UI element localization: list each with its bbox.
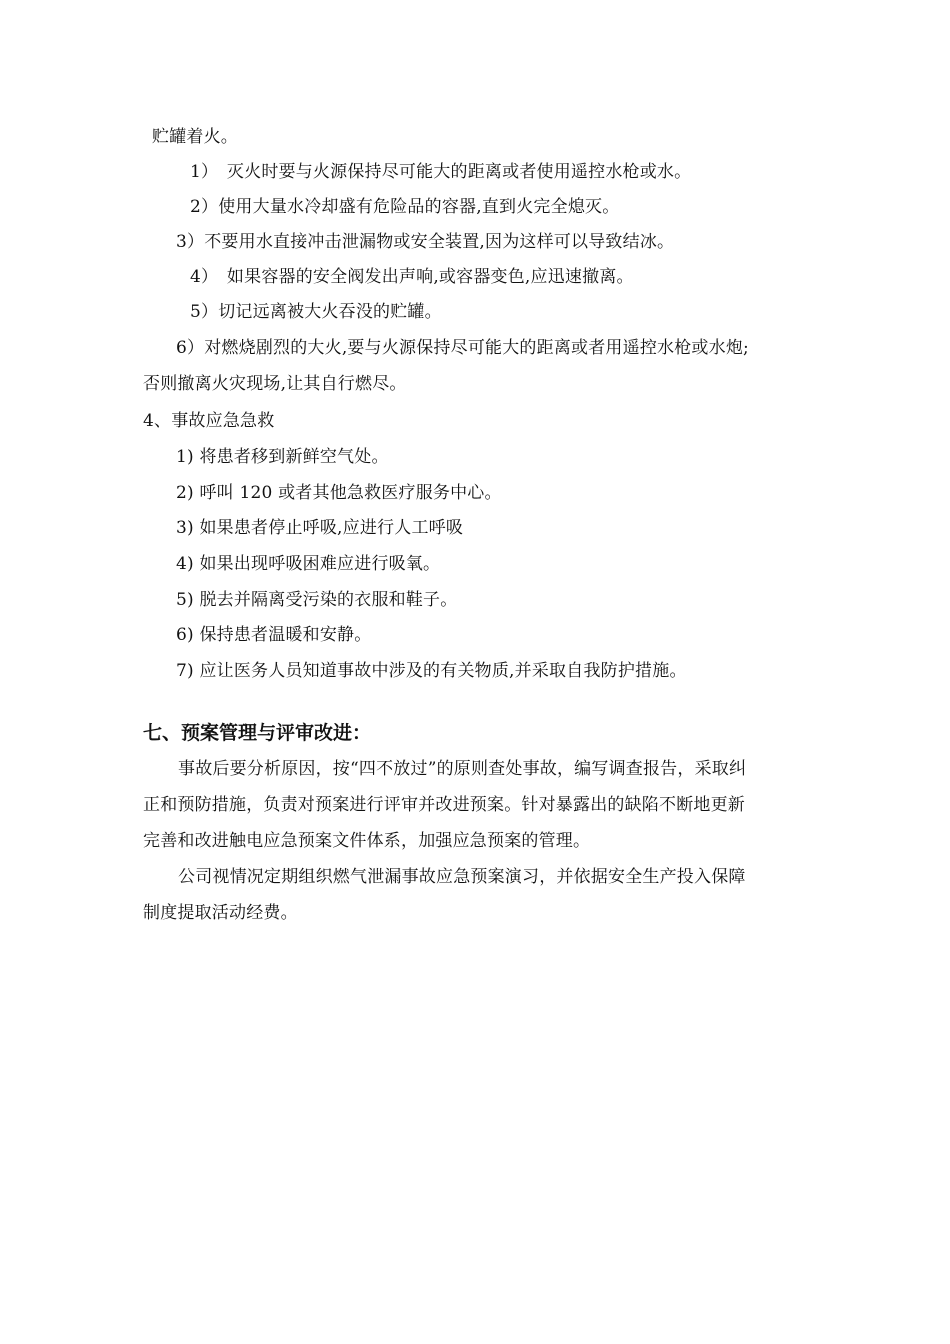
rescue-item-5: 5) 脱去并隔离受污染的衣服和鞋子。	[176, 590, 458, 610]
rescue-item-1: 1) 将患者移到新鲜空气处。	[176, 447, 389, 467]
section-7-para-1-line-3: 完善和改进触电应急预案文件体系，加强应急预案的管理。	[143, 831, 591, 851]
section-7-title: 七、预案管理与评审改进：	[143, 722, 372, 744]
rescue-heading: 4、事故应急急救	[143, 411, 275, 431]
rescue-item-6: 6) 保持患者温暖和安静。	[176, 625, 372, 645]
fire-item-2: 2）使用大量水冷却盛有危险品的容器,直到火完全熄灭。	[190, 197, 620, 217]
rescue-item-3: 3) 如果患者停止呼吸,应进行人工呼吸	[176, 518, 464, 538]
fire-intro: 贮罐着火。	[152, 127, 238, 147]
section-7-para-2-line-2: 制度提取活动经费。	[143, 903, 298, 923]
fire-item-5: 5）切记远离被大火吞没的贮罐。	[190, 302, 442, 322]
section-7-para-1-line-2: 正和预防措施，负责对预案进行评审并改进预案。针对暴露出的缺陷不断地更新	[143, 795, 745, 815]
rescue-item-7: 7) 应让医务人员知道事故中涉及的有关物质,并采取自我防护措施。	[176, 661, 687, 681]
fire-item-3: 3）不要用水直接冲击泄漏物或安全装置,因为这样可以导致结冰。	[176, 232, 675, 252]
rescue-item-4: 4) 如果出现呼吸困难应进行吸氧。	[176, 554, 441, 574]
section-7-para-1-line-1: 事故后要分析原因，按“四不放过”的原则查处事故，编写调查报告，采取纠	[178, 759, 747, 779]
fire-item-4: 4） 如果容器的安全阀发出声响,或容器变色,应迅速撤离。	[190, 267, 634, 287]
fire-item-1: 1） 灭火时要与火源保持尽可能大的距离或者使用遥控水枪或水。	[190, 162, 692, 182]
fire-item-6-cont: 否则撤离火灾现场,让其自行燃尽。	[143, 374, 407, 394]
fire-item-6: 6）对燃烧剧烈的大火,要与火源保持尽可能大的距离或者用遥控水枪或水炮;	[176, 338, 749, 358]
section-7-para-2-line-1: 公司视情况定期组织燃气泄漏事故应急预案演习，并依据安全生产投入保障	[178, 867, 746, 887]
rescue-item-2: 2) 呼叫 120 或者其他急救医疗服务中心。	[176, 483, 502, 503]
